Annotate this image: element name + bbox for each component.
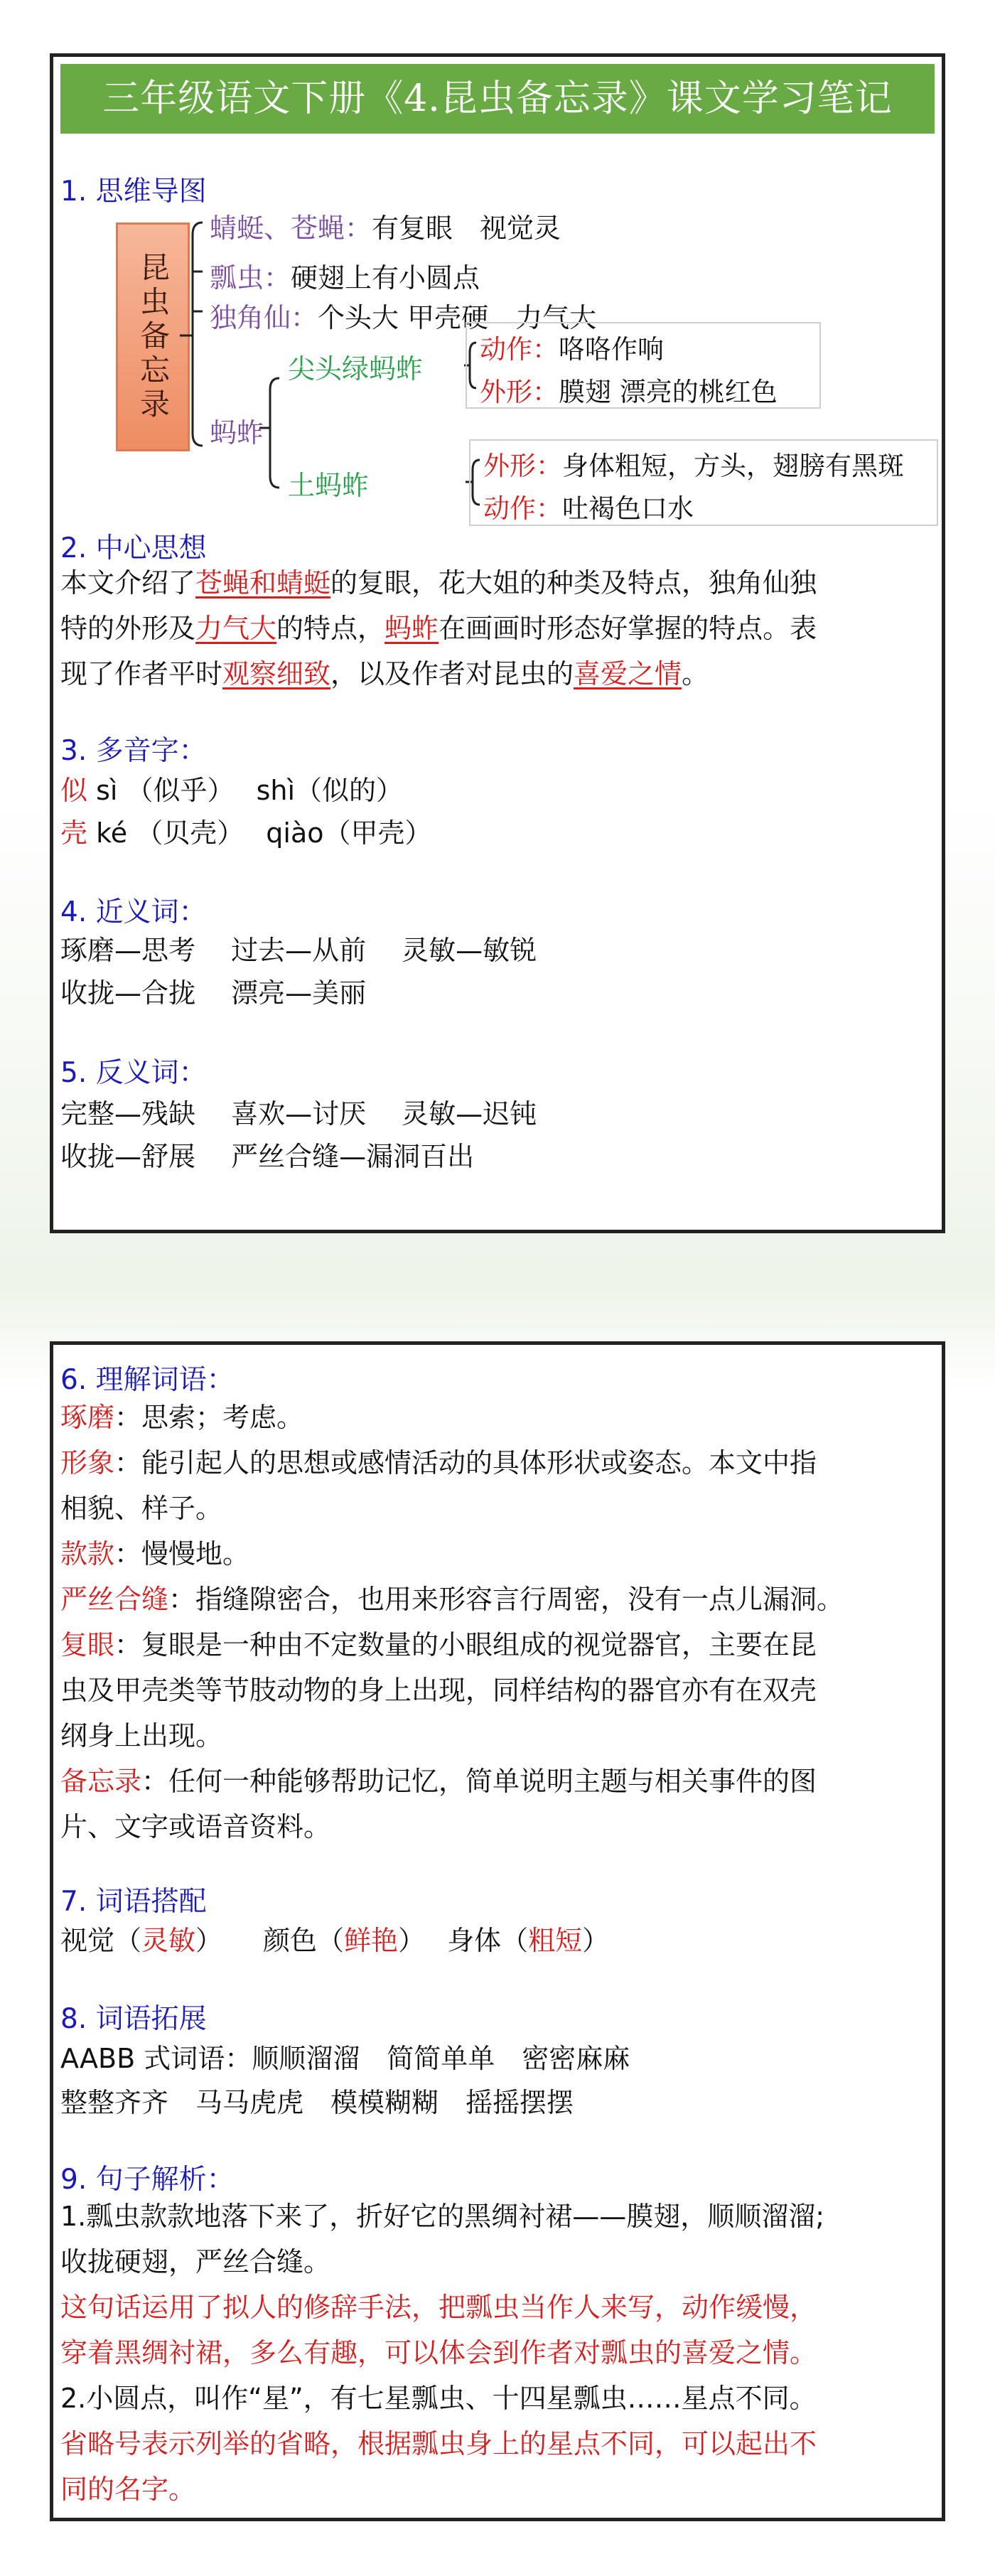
collocation-word-3: 粗短 xyxy=(528,1925,583,1956)
central-text-1: 本文介绍了 xyxy=(60,567,196,599)
sub-green-line-1-text: 咯咯作响 xyxy=(559,334,664,365)
sub-green-line-2 xyxy=(480,370,778,409)
sub-green-line-1-label: 动作： xyxy=(480,334,559,365)
vocab-def-3: ：慢慢地。 xyxy=(114,1538,250,1569)
vocab-def-5b: 虫及甲壳类等节肢动物的身上出现，同样结构的器官亦有在双壳 xyxy=(60,1675,817,1706)
vocab-list xyxy=(60,1395,942,1850)
branch-ladybug-name: 瓢虫： xyxy=(210,262,291,294)
analysis-sentence-1a: 1.瓢虫款款地落下来了，折好它的黑绸衬裙——膜翅，顺顺溜溜; xyxy=(60,2201,825,2232)
analysis-sentence-1b: 收拢硬翅，严丝合缝。 xyxy=(60,2246,331,2277)
sub-earth-line-1-text: 身体粗短，方头，翅膀有黑斑 xyxy=(562,451,904,481)
synonym-line-2: 收拢—合拢 漂亮—美丽 xyxy=(60,977,367,1009)
analysis-sentence-2: 2.小圆点，叫作“星”，有七星瓢虫、十四星瓢虫……星点不同。 xyxy=(60,2383,817,2414)
analysis-explain-2b: 同的名字。 xyxy=(60,2474,196,2505)
vocab-def-2b: 相貌、样子。 xyxy=(60,1493,223,1524)
sub-green-line-2-text: 膜翅 漂亮的桃红色 xyxy=(559,377,778,407)
mindmap-heading: 1. 思维导图 xyxy=(60,176,207,208)
vocab-item-3 xyxy=(60,1531,942,1577)
central-highlight-4: 观察细致 xyxy=(222,658,331,689)
central-text-4: 的特点， xyxy=(276,613,385,644)
central-text-2: 的复眼，花大姐的种类及特点，独角仙独 xyxy=(330,567,817,599)
branch-ladybug xyxy=(210,256,480,295)
sub-earth-line-2-text: 吐褐色口水 xyxy=(562,493,694,524)
central-paragraph xyxy=(60,560,942,697)
polyphone-text-1: sì （似乎） shì（似的） xyxy=(87,775,404,806)
sub-earth-line-1 xyxy=(483,444,904,483)
expand-line-1: AABB 式词语：顺顺溜溜 简简单单 密密麻麻 xyxy=(60,2043,630,2074)
central-highlight-5: 喜爱之情 xyxy=(574,658,682,689)
central-line-1 xyxy=(60,560,942,606)
central-text-3: 特的外形及 xyxy=(60,613,196,644)
sub-green-line-1 xyxy=(480,328,664,366)
polyphone-row-1 xyxy=(60,768,403,813)
vocab-item-2 xyxy=(60,1440,942,1486)
vocab-item-1 xyxy=(60,1395,942,1440)
analysis-explain-1a: 这句话运用了拟人的修辞手法，把瓢虫当作人来写，动作缓慢， xyxy=(60,2292,817,2323)
collocation-text-1: 视觉（ xyxy=(60,1925,142,1956)
expand-heading: 8. 词语拓展 xyxy=(60,2003,207,2035)
synonym-line-1: 琢磨—思考 过去—从前 灵敏—敏锐 xyxy=(60,935,537,966)
central-highlight-3: 蚂蚱 xyxy=(384,613,439,644)
vocab-def-4: ：指缝隙密合，也用来形容言行周密，没有一点儿漏洞。 xyxy=(168,1584,844,1615)
analysis-explain-2a: 省略号表示列举的省略，根据瓢虫身上的星点不同，可以起出不 xyxy=(60,2428,817,2459)
central-text-6: 现了作者平时 xyxy=(60,658,223,689)
page-title: 三年级语文下册《4.昆虫备忘录》课文学习笔记 xyxy=(60,64,935,134)
mindmap-root-label: 昆虫备忘录 xyxy=(136,252,171,422)
vocab-def-5: ：复眼是一种由不定数量的小眼组成的视觉器官，主要在昆 xyxy=(114,1629,817,1660)
collocation-text-3: ） 身体（ xyxy=(398,1925,529,1956)
collocation-word-1: 灵敏 xyxy=(141,1925,196,1956)
notes-card-2 xyxy=(50,1341,945,2521)
antonym-line-1: 完整—残缺 喜欢—讨厌 灵敏—迟钝 xyxy=(60,1098,537,1129)
vocab-term-4: 严丝合缝 xyxy=(60,1584,169,1615)
vocab-def-5c: 纲身上出现。 xyxy=(60,1720,223,1751)
vocab-def-6b: 片、文字或语音资料。 xyxy=(60,1811,331,1842)
branch-ladybug-text: 硬翅上有小圆点 xyxy=(291,262,480,294)
central-highlight-1: 苍蝇和蜻蜓 xyxy=(195,567,331,599)
collocation-text-4: ） xyxy=(582,1925,610,1956)
collocation-text-2: ） 颜色（ xyxy=(195,1925,345,1956)
polyphone-row-2 xyxy=(60,810,432,856)
branch-grasshopper: 蚂蚱 xyxy=(210,417,264,449)
vocab-term-5: 复眼 xyxy=(60,1629,115,1660)
central-text-7: ，以及作者对昆虫的 xyxy=(330,658,574,689)
sub-earth-line-2-label: 动作： xyxy=(483,493,562,524)
vocab-item-6 xyxy=(60,1759,942,1804)
collocation-line xyxy=(60,1918,609,1963)
polyphone-char-1: 似 xyxy=(60,775,88,806)
analysis-list xyxy=(60,2194,942,2512)
vocab-heading: 6. 理解词语： xyxy=(60,1364,235,1396)
central-text-8: 。 xyxy=(682,658,709,689)
central-text-5: 在画画时形态好掌握的特点。表 xyxy=(439,613,817,644)
branch-dragonfly-name: 蜻蜓、苍蝇： xyxy=(210,213,372,244)
vocab-term-3: 款款 xyxy=(60,1538,115,1569)
vocab-def-1: ：思索；考虑。 xyxy=(114,1402,304,1433)
sub-earth-line-1-label: 外形： xyxy=(483,451,562,481)
notes-card-1 xyxy=(50,53,945,1233)
central-line-2 xyxy=(60,606,942,651)
sub-green-grasshopper: 尖头绿蚂蚱 xyxy=(288,353,424,385)
vocab-def-6: ：任何一种能够帮助记忆，简单说明主题与相关事件的图 xyxy=(141,1766,817,1797)
polyphone-char-2: 壳 xyxy=(60,817,88,849)
vocab-item-5 xyxy=(60,1622,942,1668)
polyphone-text-2: ké （贝壳） qiào（甲壳） xyxy=(87,817,432,849)
vocab-item-4 xyxy=(60,1577,942,1622)
sub-earth-grasshopper: 土蚂蚱 xyxy=(288,470,370,501)
collocation-word-2: 鲜艳 xyxy=(344,1925,399,1956)
antonym-line-2: 收拢—舒展 严丝合缝—漏洞百出 xyxy=(60,1141,475,1172)
vocab-def-2: ：能引起人的思想或感情活动的具体形状或姿态。本文中指 xyxy=(114,1447,817,1478)
vocab-term-2: 形象 xyxy=(60,1447,115,1478)
antonym-heading: 5. 反义词： xyxy=(60,1057,207,1089)
expand-line-2: 整整齐齐 马马虎虎 模模糊糊 摇摇摆摆 xyxy=(60,2087,574,2118)
branch-dragonfly xyxy=(210,206,561,245)
analysis-explain-1b: 穿着黑绸衬裙，多么有趣，可以体会到作者对瓢虫的喜爱之情。 xyxy=(60,2337,817,2368)
branch-dragonfly-text: 有复眼 视觉灵 xyxy=(372,213,561,244)
vocab-term-6: 备忘录 xyxy=(60,1766,142,1797)
collocation-heading: 7. 词语搭配 xyxy=(60,1886,207,1918)
central-line-3 xyxy=(60,651,942,697)
polyphone-heading: 3. 多音字： xyxy=(60,735,207,767)
synonym-heading: 4. 近义词： xyxy=(60,896,207,928)
branch-beetle-name: 独角仙： xyxy=(210,302,318,333)
branch-beetle-text: 个头大 甲壳硬 力气大 xyxy=(318,302,597,333)
central-heading: 2. 中心思想 xyxy=(60,532,207,564)
sub-green-line-2-label: 外形： xyxy=(480,377,559,407)
central-highlight-2: 力气大 xyxy=(195,613,277,644)
vocab-term-1: 琢磨 xyxy=(60,1402,115,1433)
sub-earth-line-2 xyxy=(483,487,694,525)
analysis-heading: 9. 句子解析： xyxy=(60,2164,235,2196)
